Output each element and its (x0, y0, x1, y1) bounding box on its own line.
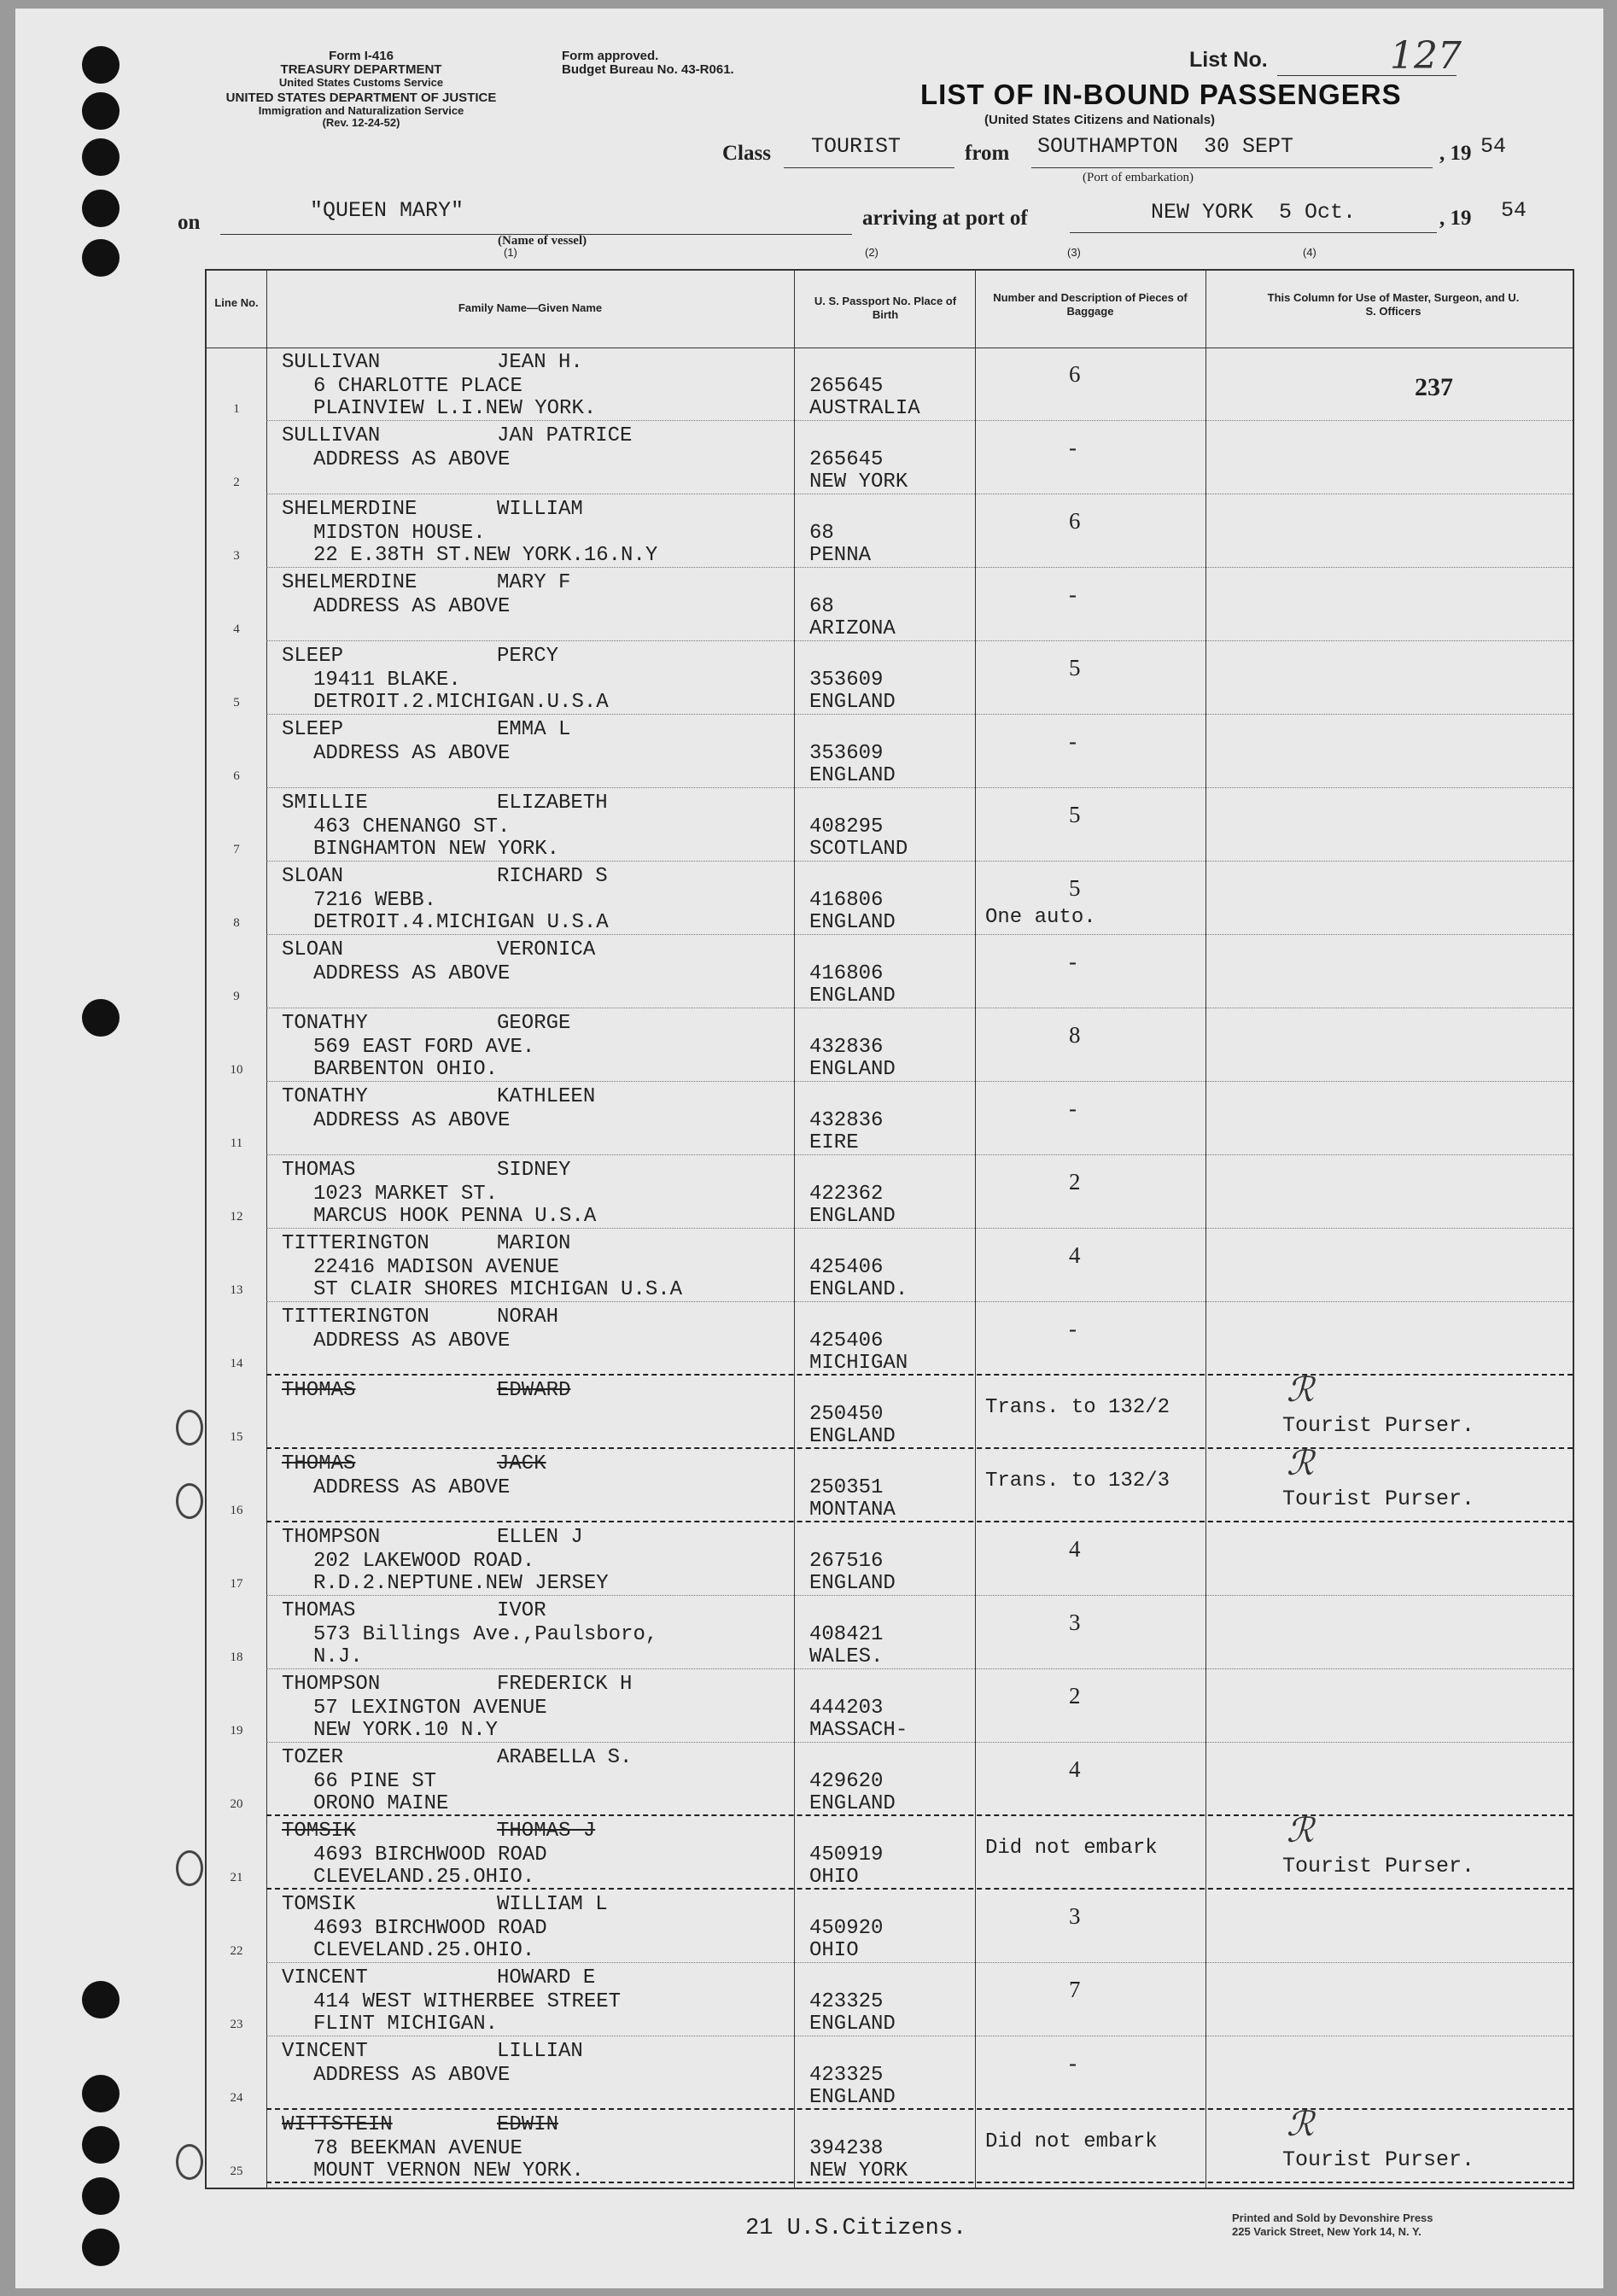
citizen-count: 21 U.S.Citizens. (745, 2216, 967, 2241)
passport-number: 425406 (809, 1329, 884, 1352)
address-line-2: FLINT MICHIGAN. (313, 2013, 499, 2036)
table-row (207, 1963, 1573, 2036)
binder-hole-icon (82, 46, 120, 84)
family-name: VINCENT (282, 1966, 368, 1989)
baggage-count: 2 (1069, 1169, 1081, 1195)
address-line-1: 1023 MARKET ST. (313, 1183, 499, 1206)
binder-hole-icon (82, 239, 120, 277)
given-name: ARABELLA S. (497, 1746, 633, 1769)
address-line-1: 78 BEEKMAN AVENUE (313, 2137, 522, 2160)
page-title: LIST OF IN-BOUND PASSENGERS (920, 79, 1402, 110)
table-row (207, 1229, 1573, 1302)
on-label: on (178, 211, 201, 234)
table-row (207, 1811, 1573, 1890)
passport-number: 265645 (809, 375, 884, 398)
passport-number: 450919 (809, 1843, 884, 1867)
family-name: SULLIVAN (282, 351, 381, 374)
baggage-count: - (1069, 435, 1077, 460)
column-number-2: (2) (865, 246, 879, 259)
address-line-1: 7216 WEBB. (313, 889, 437, 912)
baggage-count: 4 (1069, 1536, 1081, 1562)
arriving-line (1070, 232, 1437, 233)
purser-signature-icon: ℛ (1287, 1370, 1314, 1410)
budget-bureau: Budget Bureau No. 43-R061. (562, 61, 734, 77)
arriving-value: NEW YORK 5 Oct. (1151, 200, 1357, 225)
form-agency-block (169, 50, 553, 128)
family-name: VINCENT (282, 2040, 368, 2063)
given-name: RICHARD S (497, 865, 608, 888)
place-of-birth: ENGLAND. (809, 1278, 908, 1301)
address-line-1: ADDRESS AS ABOVE (313, 448, 511, 471)
line-number: 4 (233, 622, 240, 636)
place-of-birth: MICHIGAN (809, 1352, 908, 1375)
given-name: IVOR (497, 1599, 546, 1622)
revision: (Rev. 12-24-52) (322, 115, 400, 129)
baggage-note: One auto. (985, 906, 1096, 929)
vessel-caption: (Name of vessel) (498, 234, 587, 248)
year-value-2: 54 (1501, 198, 1527, 223)
year-label-2: , 19 (1439, 207, 1472, 230)
class-value: TOURIST (811, 134, 902, 159)
address-line-2: 22 E.38TH ST.NEW YORK.16.N.Y (313, 544, 658, 567)
place-of-birth: ENGLAND (809, 1425, 896, 1448)
address-line-2: MARCUS HOOK PENNA U.S.A (313, 1205, 597, 1228)
column-number-1: (1) (504, 246, 517, 259)
address-line-2: DETROIT.4.MICHIGAN U.S.A (313, 911, 609, 934)
passport-number: 432836 (809, 1109, 884, 1132)
treasury-dept: TREASURY DEPARTMENT (280, 61, 442, 77)
table-row (207, 1522, 1573, 1596)
passport-number: 68 (809, 522, 834, 545)
place-of-birth: ENGLAND (809, 1792, 896, 1815)
list-no-value: 127 (1390, 34, 1462, 78)
place-of-birth: ENGLAND (809, 2013, 896, 2036)
family-name: TITTERINGTON (282, 1232, 429, 1255)
table-row (207, 1890, 1573, 1963)
col-header-line-no: Line No. (214, 296, 259, 309)
given-name: KATHLEEN (497, 1085, 596, 1108)
arriving-label: arriving at port of (862, 207, 1028, 230)
address-line-2: PLAINVIEW L.I.NEW YORK. (313, 397, 597, 420)
passport-number: 267516 (809, 1550, 884, 1573)
line-number: 12 (230, 1210, 243, 1224)
place-of-birth: NEW YORK (809, 470, 908, 494)
line-number: 24 (230, 2091, 243, 2105)
passport-number: 265645 (809, 448, 884, 471)
place-of-birth: PENNA (809, 544, 872, 567)
passport-number: 250351 (809, 1476, 884, 1499)
given-name: WILLIAM L (497, 1893, 608, 1916)
col-header-passport: U. S. Passport No. Place of Birth (814, 295, 957, 321)
family-name: THOMAS (282, 1599, 356, 1622)
line-number: 5 (233, 696, 240, 710)
family-name: THOMPSON (282, 1526, 381, 1549)
table-row (207, 2036, 1573, 2110)
baggage-count: - (1069, 1316, 1077, 1341)
address-line-2: N.J. (313, 1645, 363, 1668)
place-of-birth: ENGLAND (809, 764, 896, 787)
place-of-birth: ENGLAND (809, 1205, 896, 1228)
baggage-count: 7 (1069, 1977, 1081, 2002)
passport-number: 425406 (809, 1256, 884, 1279)
address-line-2: CLEVELAND.25.OHIO. (313, 1866, 535, 1889)
officer-note: 237 (1415, 373, 1453, 401)
binder-hole-icon (82, 1981, 120, 2018)
table-row (207, 1302, 1573, 1376)
address-line-1: 57 LEXINGTON AVENUE (313, 1697, 547, 1720)
given-name: THOMAS J (497, 1820, 596, 1843)
address-line-2: R.D.2.NEPTUNE.NEW JERSEY (313, 1572, 609, 1595)
line-number: 21 (230, 1871, 243, 1884)
ins: Immigration and Naturalization Service (258, 103, 464, 117)
family-name: WITTSTEIN (282, 2113, 393, 2136)
address-line-1: 202 LAKEWOOD ROAD. (313, 1550, 535, 1573)
passport-number: 250450 (809, 1403, 884, 1426)
baggage-count: 6 (1069, 508, 1081, 534)
form-approval (562, 50, 734, 77)
family-name: TOMSIK (282, 1893, 356, 1916)
address-line-1: 569 EAST FORD AVE. (313, 1036, 535, 1059)
circle-mark-icon (176, 2144, 203, 2180)
baggage-note: Trans. to 132/2 (985, 1396, 1170, 1419)
family-name: SULLIVAN (282, 424, 381, 447)
given-name: MARION (497, 1232, 571, 1255)
table-row (207, 1370, 1573, 1449)
family-name: TONATHY (282, 1012, 368, 1035)
place-of-birth: ENGLAND (809, 1058, 896, 1081)
table-row (207, 715, 1573, 788)
table-row (207, 2105, 1573, 2183)
passenger-table (205, 269, 1574, 2189)
passport-number: 408421 (809, 1623, 884, 1646)
address-line-1: ADDRESS AS ABOVE (313, 1329, 511, 1352)
place-of-birth: MONTANA (809, 1499, 896, 1522)
given-name: NORAH (497, 1306, 559, 1329)
line-number: 18 (230, 1650, 243, 1664)
address-line-2: DETROIT.2.MICHIGAN.U.S.A (313, 691, 609, 714)
line-number: 7 (233, 843, 240, 856)
given-name: LILLIAN (497, 2040, 583, 2063)
baggage-count: 3 (1069, 1903, 1081, 1929)
baggage-note: Trans. to 132/3 (985, 1469, 1170, 1493)
table-row (207, 1444, 1573, 1522)
given-name: SIDNEY (497, 1159, 571, 1182)
binder-hole-icon (82, 2229, 120, 2266)
binder-hole-icon (82, 190, 120, 227)
baggage-count: 2 (1069, 1683, 1081, 1709)
form-approved: Form approved. (562, 49, 659, 63)
place-of-birth: WALES. (809, 1645, 884, 1668)
officer-note: Tourist Purser. (1282, 1854, 1475, 1878)
column-number-3: (3) (1067, 246, 1081, 259)
place-of-birth: ENGLAND (809, 1572, 896, 1595)
table-row (207, 348, 1573, 421)
given-name: PERCY (497, 645, 559, 668)
place-of-birth: NEW YORK (809, 2159, 908, 2182)
place-of-birth: ENGLAND (809, 2086, 896, 2109)
from-caption: (Port of embarkation) (1083, 171, 1194, 184)
passport-number: 444203 (809, 1697, 884, 1720)
baggage-count: - (1069, 1095, 1077, 1121)
table-row (207, 1596, 1573, 1669)
from-label: from (965, 142, 1010, 165)
address-line-1: MIDSTON HOUSE. (313, 522, 486, 545)
circle-mark-icon (176, 1410, 203, 1446)
binder-hole-icon (82, 92, 120, 130)
line-number: 14 (230, 1357, 243, 1370)
document-sheet (15, 9, 1603, 2288)
table-row (207, 568, 1573, 641)
address-line-1: 66 PINE ST (313, 1770, 437, 1793)
line-number: 15 (230, 1430, 243, 1444)
baggage-count: - (1069, 2050, 1077, 2076)
column-number-4: (4) (1303, 246, 1316, 259)
given-name: JEAN H. (497, 351, 583, 374)
line-number: 9 (233, 990, 240, 1003)
table-row (207, 494, 1573, 568)
line-number: 13 (230, 1283, 243, 1297)
family-name: THOMAS (282, 1159, 356, 1182)
baggage-count: 4 (1069, 1756, 1081, 1782)
baggage-count: 5 (1069, 802, 1081, 827)
family-name: SMILLIE (282, 792, 368, 815)
address-line-2: CLEVELAND.25.OHIO. (313, 1939, 535, 1962)
place-of-birth: ARIZONA (809, 617, 896, 640)
table-row (207, 935, 1573, 1008)
col-header-baggage: Number and Description of Pieces of Baggage (993, 291, 1188, 318)
year-value-1: 54 (1480, 134, 1507, 159)
passport-number: 416806 (809, 962, 884, 985)
given-name: VERONICA (497, 938, 596, 961)
line-number: 11 (230, 1136, 243, 1150)
line-number: 2 (233, 476, 240, 489)
place-of-birth: MASSACH- (809, 1719, 908, 1742)
col-header-name: Family Name—Given Name (458, 301, 603, 314)
binder-hole-icon (82, 2075, 120, 2112)
address-line-1: 6 CHARLOTTE PLACE (313, 375, 522, 398)
line-number: 19 (230, 1724, 243, 1738)
family-name: TOMSIK (282, 1820, 356, 1843)
line-number: 1 (233, 402, 240, 416)
given-name: EDWIN (497, 2113, 559, 2136)
baggage-note: Did not embark (985, 1837, 1158, 1860)
passport-number: 423325 (809, 1990, 884, 2013)
circle-mark-icon (176, 1483, 203, 1519)
address-line-2: ORONO MAINE (313, 1792, 449, 1815)
line-number: 22 (230, 1944, 243, 1958)
address-line-1: ADDRESS AS ABOVE (313, 595, 511, 618)
family-name: SLOAN (282, 865, 344, 888)
passport-number: 353609 (809, 742, 884, 765)
circle-mark-icon (176, 1850, 203, 1886)
passport-number: 423325 (809, 2064, 884, 2087)
form-number: Form I-416 (329, 49, 394, 63)
given-name: WILLIAM (497, 498, 583, 521)
passport-number: 353609 (809, 669, 884, 692)
customs-service: United States Customs Service (278, 75, 444, 89)
baggage-count: 4 (1069, 1242, 1081, 1268)
family-name: THOMPSON (282, 1673, 381, 1696)
binder-hole-icon (82, 2177, 120, 2215)
vessel-name: "QUEEN MARY" (310, 198, 464, 223)
address-line-1: 22416 MADISON AVENUE (313, 1256, 560, 1279)
address-line-2: MOUNT VERNON NEW YORK. (313, 2159, 584, 2182)
given-name: GEORGE (497, 1012, 571, 1035)
family-name: THOMAS (282, 1452, 356, 1475)
address-line-1: ADDRESS AS ABOVE (313, 1476, 511, 1499)
baggage-count: - (1069, 949, 1077, 974)
place-of-birth: ENGLAND (809, 911, 896, 934)
line-number: 17 (230, 1577, 243, 1591)
address-line-1: 463 CHENANGO ST. (313, 815, 511, 838)
address-line-2: BARBENTON OHIO. (313, 1058, 499, 1081)
purser-signature-icon: ℛ (1287, 2105, 1314, 2144)
given-name: JAN PATRICE (497, 424, 633, 447)
baggage-count: 8 (1069, 1022, 1081, 1048)
row-divider (266, 2182, 1573, 2183)
place-of-birth: EIRE (809, 1131, 859, 1154)
baggage-count: 6 (1069, 361, 1081, 387)
given-name: EDWARD (497, 1379, 571, 1402)
class-label: Class (722, 142, 771, 165)
passport-number: 416806 (809, 889, 884, 912)
family-name: SLEEP (282, 718, 344, 741)
given-name: ELLEN J (497, 1526, 583, 1549)
line-number: 20 (230, 1797, 243, 1811)
line-number: 8 (233, 916, 240, 930)
place-of-birth: SCOTLAND (809, 838, 908, 861)
given-name: FREDERICK H (497, 1673, 633, 1696)
baggage-count: - (1069, 728, 1077, 754)
given-name: HOWARD E (497, 1966, 596, 1989)
address-line-2: NEW YORK.10 N.Y (313, 1719, 499, 1742)
binder-hole-icon (82, 138, 120, 176)
baggage-count: 5 (1069, 655, 1081, 681)
page-subtitle: (United States Citizens and Nationals) (984, 113, 1216, 127)
address-line-1: 19411 BLAKE. (313, 669, 461, 692)
given-name: JACK (497, 1452, 546, 1475)
line-number: 25 (230, 2165, 243, 2178)
address-line-1: ADDRESS AS ABOVE (313, 962, 511, 985)
address-line-2: ST CLAIR SHORES MICHIGAN U.S.A (313, 1278, 683, 1301)
table-row (207, 1155, 1573, 1229)
address-line-1: 4693 BIRCHWOOD ROAD (313, 1917, 547, 1940)
passport-number: 432836 (809, 1036, 884, 1059)
doj: UNITED STATES DEPARTMENT OF JUSTICE (225, 91, 497, 106)
printer-line-1: Printed and Sold by Devonshire Press (1232, 2211, 1433, 2224)
from-line (1031, 167, 1433, 168)
family-name: TOZER (282, 1746, 344, 1769)
place-of-birth: ENGLAND (809, 691, 896, 714)
passport-number: 68 (809, 595, 834, 618)
table-row (207, 1008, 1573, 1082)
passport-number: 429620 (809, 1770, 884, 1793)
table-row (207, 1669, 1573, 1743)
line-number: 23 (230, 2018, 243, 2031)
class-line (784, 167, 954, 168)
family-name: SHELMERDINE (282, 571, 417, 594)
given-name: ELIZABETH (497, 792, 608, 815)
passport-number: 450920 (809, 1917, 884, 1940)
table-row (207, 421, 1573, 494)
place-of-birth: AUSTRALIA (809, 397, 920, 420)
baggage-count: 3 (1069, 1610, 1081, 1635)
given-name: EMMA L (497, 718, 571, 741)
address-line-1: ADDRESS AS ABOVE (313, 2064, 511, 2087)
place-of-birth: ENGLAND (809, 984, 896, 1008)
baggage-count: 5 (1069, 875, 1081, 901)
family-name: SLOAN (282, 938, 344, 961)
table-row (207, 862, 1573, 935)
binder-hole-icon (82, 999, 120, 1037)
table-row (207, 641, 1573, 715)
passport-number: 422362 (809, 1183, 884, 1206)
place-of-birth: OHIO (809, 1866, 859, 1889)
line-number: 16 (230, 1504, 243, 1517)
place-of-birth: OHIO (809, 1939, 859, 1962)
officer-note: Tourist Purser. (1282, 1413, 1475, 1438)
list-no-label: List No. (1189, 48, 1268, 72)
passport-number: 408295 (809, 815, 884, 838)
officer-note: Tourist Purser. (1282, 1487, 1475, 1511)
col-header-officers: This Column for Use of Master, Surgeon, and U. S. Officers (1267, 291, 1520, 318)
family-name: SHELMERDINE (282, 498, 417, 521)
family-name: TITTERINGTON (282, 1306, 429, 1329)
family-name: TONATHY (282, 1085, 368, 1108)
address-line-1: 573 Billings Ave.,Paulsboro, (313, 1623, 658, 1646)
printer-credit (1232, 2211, 1433, 2240)
binder-hole-icon (82, 2126, 120, 2164)
year-label-1: , 19 (1439, 142, 1472, 165)
family-name: THOMAS (282, 1379, 356, 1402)
table-row (207, 1082, 1573, 1155)
family-name: SLEEP (282, 645, 344, 668)
line-number: 3 (233, 549, 240, 563)
table-row (207, 1743, 1573, 1816)
baggage-note: Did not embark (985, 2130, 1158, 2153)
address-line-1: ADDRESS AS ABOVE (313, 1109, 511, 1132)
address-line-1: ADDRESS AS ABOVE (313, 742, 511, 765)
purser-signature-icon: ℛ (1287, 1444, 1314, 1483)
address-line-1: 4693 BIRCHWOOD ROAD (313, 1843, 547, 1867)
baggage-count: - (1069, 581, 1077, 607)
line-number: 6 (233, 769, 240, 783)
officer-note: Tourist Purser. (1282, 2147, 1475, 2172)
purser-signature-icon: ℛ (1287, 1811, 1314, 1850)
address-line-1: 414 WEST WITHERBEE STREET (313, 1990, 622, 2013)
from-value: SOUTHAMPTON 30 SEPT (1037, 134, 1294, 159)
line-number: 10 (230, 1063, 243, 1077)
printer-line-2: 225 Varick Street, New York 14, N. Y. (1232, 2225, 1421, 2239)
passport-number: 394238 (809, 2137, 884, 2160)
address-line-2: BINGHAMTON NEW YORK. (313, 838, 560, 861)
table-row (207, 788, 1573, 862)
given-name: MARY F (497, 571, 571, 594)
